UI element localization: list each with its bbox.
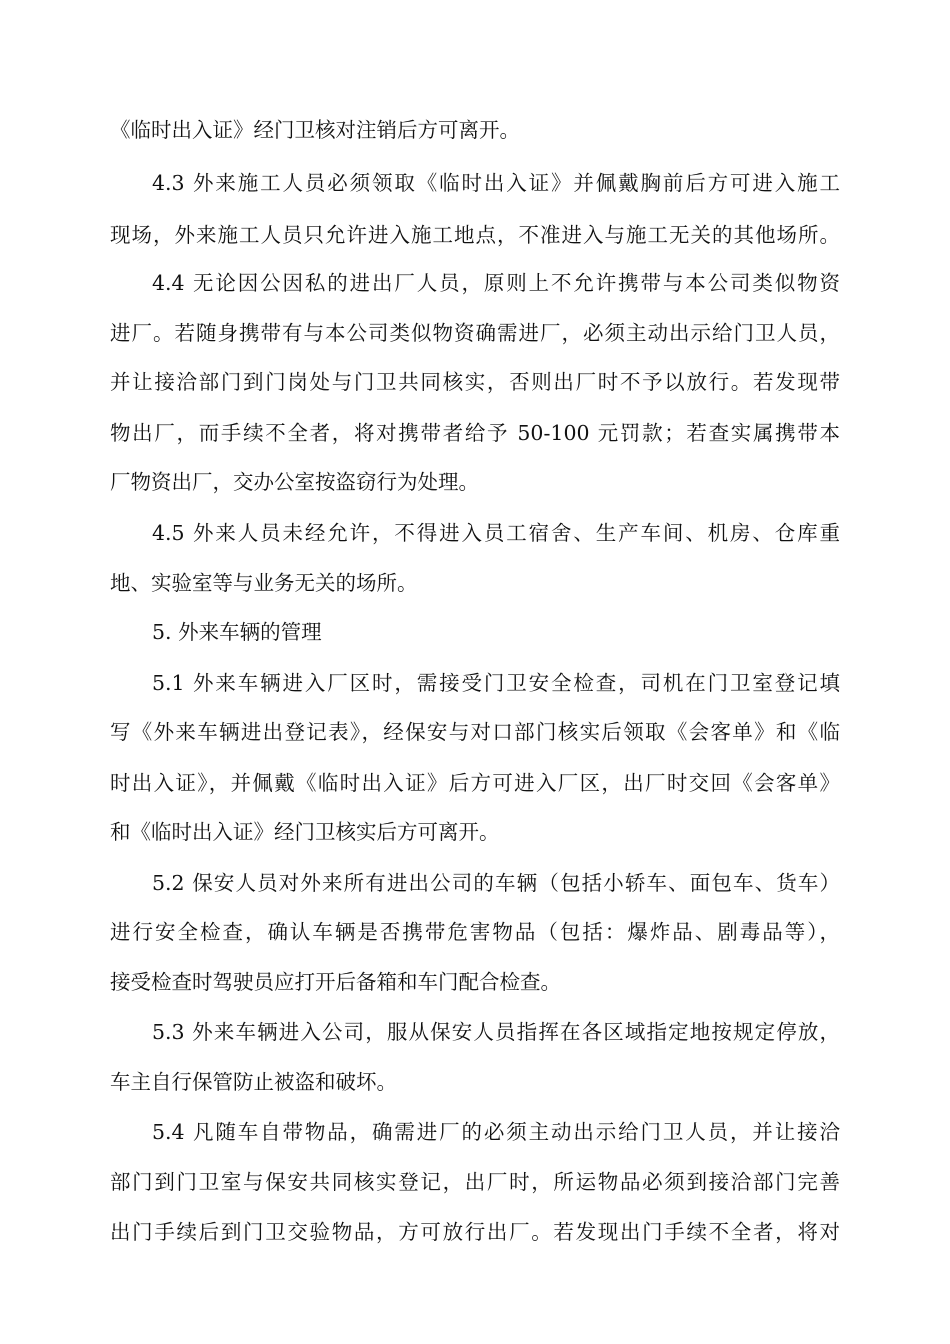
text-line: 地、实验室等与业务无关的场所。 (110, 571, 418, 595)
text-line: 5.2 保安人员对外来所有进出公司的车辆（包括小轿车、面包车、货车） (152, 871, 840, 895)
text-line: 厂物资出厂，交办公室按盗窃行为处理。 (110, 470, 479, 494)
text-line: 写《外来车辆进出登记表》，经保安与对口部门核实后领取《会客单》和《临 (110, 720, 840, 744)
text-line: 4.5 外来人员未经允许，不得进入员工宿舍、生产车间、机房、仓库重 (152, 521, 840, 545)
text-line: 《临时出入证》经门卫核对注销后方可离开。 (110, 118, 520, 142)
text-line: 5.4 凡随车自带物品，确需进厂的必须主动出示给门卫人员，并让接洽 (152, 1120, 840, 1144)
text-line: 4.3 外来施工人员必须领取《临时出入证》并佩戴胸前后方可进入施工 (152, 171, 840, 195)
text-line: 车主自行保管防止被盗和破坏。 (110, 1070, 397, 1094)
text-line: 物出厂，而手续不全者，将对携带者给予 50-100 元罚款；若查实属携带本 (110, 421, 840, 445)
text-line: 5.1 外来车辆进入厂区时，需接受门卫安全检查，司机在门卫室登记填 (152, 671, 840, 695)
text-line: 进厂。若随身携带有与本公司类似物资确需进厂，必须主动出示给门卫人员， (110, 321, 840, 345)
text-line: 出门手续后到门卫交验物品，方可放行出厂。若发现出门手续不全者，将对 (110, 1220, 840, 1244)
text-line: 时出入证》，并佩戴《临时出入证》后方可进入厂区，出厂时交回《会客单》 (110, 771, 840, 795)
text-line: 进行安全检查，确认车辆是否携带危害物品（包括：爆炸品、剧毒品等）， (110, 920, 840, 944)
text-line: 4.4 无论因公因私的进出厂人员，原则上不允许携带与本公司类似物资 (152, 271, 840, 295)
text-line: 接受检查时驾驶员应打开后备箱和车门配合检查。 (110, 970, 561, 994)
text-line: 和《临时出入证》经门卫核实后方可离开。 (110, 820, 500, 844)
section-heading: 5. 外来车辆的管理 (152, 620, 322, 644)
text-line: 并让接洽部门到门岗处与门卫共同核实，否则出厂时不予以放行。若发现带 (110, 370, 840, 394)
text-line: 5.3 外来车辆进入公司，服从保安人员指挥在各区域指定地按规定停放， (152, 1020, 840, 1044)
text-line: 部门到门卫室与保安共同核实登记，出厂时，所运物品必须到接洽部门完善 (110, 1170, 840, 1194)
text-line: 现场，外来施工人员只允许进入施工地点，不准进入与施工无关的其他场所。 (110, 223, 840, 247)
